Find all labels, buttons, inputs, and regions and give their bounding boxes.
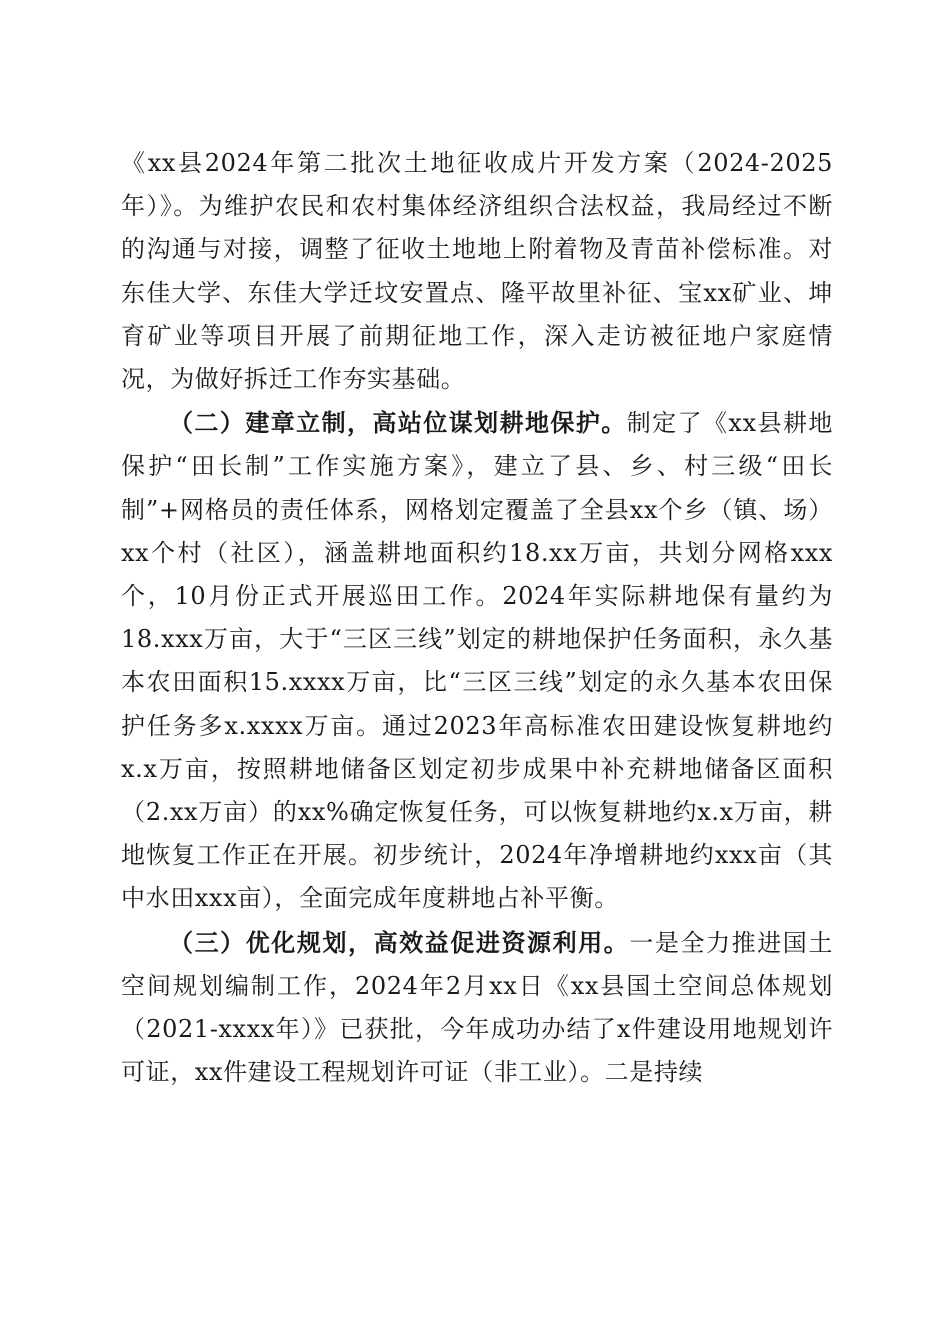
paragraph-continuation bbox=[121, 142, 833, 401]
document-body bbox=[121, 142, 833, 1094]
paragraph-section-3 bbox=[121, 921, 833, 1095]
paragraph-text: 一是全力推进国土空间规划编制工作，2024年2月xx日《xx县国土空间总体规划（2021-xxxx年）》已获批，今年成功办结了x件建设用地规划许可证，xx件建设工程规划许可证（非工业）。二是持续 bbox=[121, 928, 833, 1087]
paragraph-section-2 bbox=[121, 401, 833, 920]
section-heading: （三）优化规划，高效益促进资源利用。 bbox=[169, 927, 630, 957]
paragraph-text: 制定了《xx县耕地保护“田长制”工作实施方案》，建立了县、乡、村三级“田长制”+网格员的责任体系，网格划定覆盖了全县xx个乡（镇、场）xx个村（社区），涵盖耕地面积约18.xx万亩，共划分网格xxx个，10月份正式开展巡田工作。2024年实际耕地保有量约为18.xxx万亩，大于“三区三线”划定的耕地保护任务面积，永久基本农田面积15.xxxx万亩，比“三区三线”划定的永久基本农田保护任务多x.xxxx万亩。通过2023年高标准农田建设恢复耕地约x.x万亩，按照耕地储备区划定初步成果中补充耕地储备区面积（2.xx万亩）的xx%确定恢复任务，可以恢复耕地约x.x万亩，耕地恢复工作正在开展。初步统计，2024年净增耕地约xxx亩（其中水田xxx亩），全面完成年度耕地占补平衡。 bbox=[121, 409, 833, 913]
section-heading: （二）建章立制，高站位谋划耕地保护。 bbox=[169, 408, 627, 438]
paragraph-text: 《xx县2024年第二批次土地征收成片开发方案（2024-2025年）》。为维护农民和农村集体经济组织合法权益，我局经过不断的沟通与对接，调整了征收土地地上附着物及青苗补偿标准。对东佳大学、东佳大学迁坟安置点、隆平故里补征、宝xx矿业、坤育矿业等项目开展了前期征地工作，深入走访被征地户家庭情况，为做好拆迁工作夯实基础。 bbox=[121, 149, 833, 394]
